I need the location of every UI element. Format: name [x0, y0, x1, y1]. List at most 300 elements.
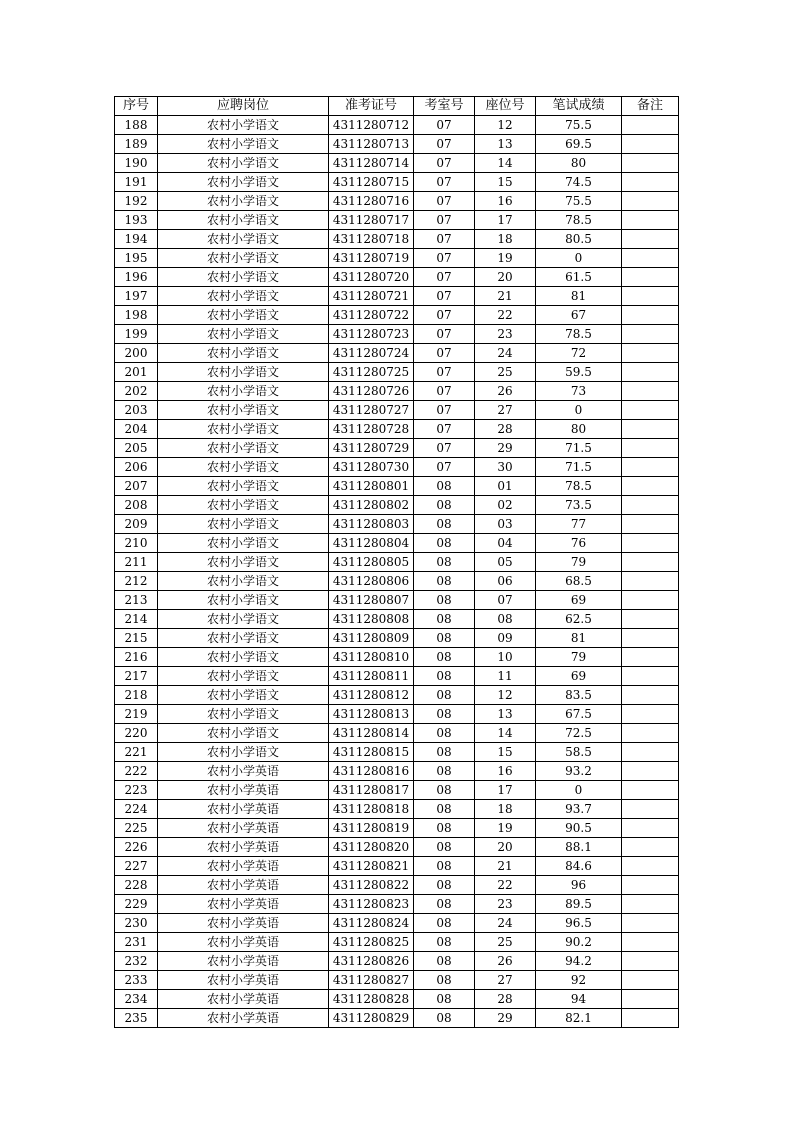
cell-room-number: 07	[414, 268, 475, 287]
cell-room-number: 08	[414, 1009, 475, 1028]
cell-ticket-number: 4311280719	[329, 249, 414, 268]
cell-room-number: 07	[414, 306, 475, 325]
cell-ticket-number: 4311280730	[329, 458, 414, 477]
cell-written-score: 78.5	[536, 325, 622, 344]
table-row	[115, 496, 679, 515]
cell-ticket-number: 4311280807	[329, 591, 414, 610]
cell-seat-number: 15	[475, 173, 536, 192]
cell-seq: 230	[115, 914, 158, 933]
cell-room-number: 08	[414, 743, 475, 762]
table-row	[115, 192, 679, 211]
table-row	[115, 439, 679, 458]
cell-position: 农村小学语文	[158, 173, 329, 192]
cell-seq: 231	[115, 933, 158, 952]
cell-ticket-number: 4311280803	[329, 515, 414, 534]
cell-position: 农村小学语文	[158, 287, 329, 306]
cell-written-score: 78.5	[536, 477, 622, 496]
cell-written-score: 80.5	[536, 230, 622, 249]
cell-seq: 223	[115, 781, 158, 800]
cell-seat-number: 24	[475, 914, 536, 933]
cell-remarks	[622, 401, 679, 420]
table-row	[115, 990, 679, 1009]
cell-remarks	[622, 154, 679, 173]
cell-remarks	[622, 382, 679, 401]
cell-position: 农村小学英语	[158, 876, 329, 895]
cell-ticket-number: 4311280804	[329, 534, 414, 553]
cell-remarks	[622, 477, 679, 496]
cell-room-number: 07	[414, 439, 475, 458]
cell-position: 农村小学语文	[158, 439, 329, 458]
cell-seat-number: 27	[475, 971, 536, 990]
table-row	[115, 363, 679, 382]
cell-room-number: 07	[414, 325, 475, 344]
cell-ticket-number: 4311280724	[329, 344, 414, 363]
cell-ticket-number: 4311280817	[329, 781, 414, 800]
table-row	[115, 724, 679, 743]
table-row	[115, 667, 679, 686]
table-row	[115, 572, 679, 591]
cell-ticket-number: 4311280820	[329, 838, 414, 857]
cell-seat-number: 13	[475, 705, 536, 724]
table-row	[115, 762, 679, 781]
cell-room-number: 08	[414, 591, 475, 610]
cell-written-score: 83.5	[536, 686, 622, 705]
cell-seat-number: 15	[475, 743, 536, 762]
cell-ticket-number: 4311280721	[329, 287, 414, 306]
cell-remarks	[622, 249, 679, 268]
table-row	[115, 876, 679, 895]
cell-ticket-number: 4311280823	[329, 895, 414, 914]
cell-position: 农村小学语文	[158, 629, 329, 648]
table-body	[115, 116, 679, 1028]
cell-seq: 227	[115, 857, 158, 876]
cell-ticket-number: 4311280822	[329, 876, 414, 895]
cell-room-number: 08	[414, 534, 475, 553]
cell-remarks	[622, 344, 679, 363]
cell-ticket-number: 4311280728	[329, 420, 414, 439]
table-row	[115, 553, 679, 572]
table-row	[115, 800, 679, 819]
cell-seq: 210	[115, 534, 158, 553]
cell-room-number: 08	[414, 515, 475, 534]
cell-ticket-number: 4311280827	[329, 971, 414, 990]
cell-seat-number: 17	[475, 781, 536, 800]
table-row	[115, 382, 679, 401]
cell-position: 农村小学英语	[158, 933, 329, 952]
cell-position: 农村小学英语	[158, 952, 329, 971]
cell-seq: 201	[115, 363, 158, 382]
table-row	[115, 306, 679, 325]
cell-room-number: 08	[414, 553, 475, 572]
cell-seat-number: 07	[475, 591, 536, 610]
cell-seq: 220	[115, 724, 158, 743]
table-row	[115, 952, 679, 971]
cell-seat-number: 23	[475, 895, 536, 914]
cell-ticket-number: 4311280716	[329, 192, 414, 211]
cell-position: 农村小学语文	[158, 382, 329, 401]
cell-written-score: 88.1	[536, 838, 622, 857]
table-row	[115, 914, 679, 933]
cell-room-number: 07	[414, 344, 475, 363]
cell-room-number: 08	[414, 781, 475, 800]
cell-written-score: 96.5	[536, 914, 622, 933]
cell-seat-number: 22	[475, 306, 536, 325]
cell-room-number: 08	[414, 477, 475, 496]
cell-seq: 206	[115, 458, 158, 477]
cell-remarks	[622, 116, 679, 135]
cell-seat-number: 25	[475, 363, 536, 382]
cell-position: 农村小学语文	[158, 325, 329, 344]
cell-written-score: 96	[536, 876, 622, 895]
cell-seat-number: 28	[475, 420, 536, 439]
cell-written-score: 61.5	[536, 268, 622, 287]
cell-position: 农村小学语文	[158, 667, 329, 686]
table-header-row	[115, 97, 679, 116]
cell-remarks	[622, 952, 679, 971]
cell-seq: 209	[115, 515, 158, 534]
cell-position: 农村小学语文	[158, 648, 329, 667]
cell-written-score: 90.5	[536, 819, 622, 838]
header-written-score: 笔试成绩	[536, 97, 622, 116]
cell-remarks	[622, 781, 679, 800]
table-row	[115, 173, 679, 192]
cell-room-number: 08	[414, 648, 475, 667]
cell-ticket-number: 4311280808	[329, 610, 414, 629]
table-row	[115, 249, 679, 268]
cell-written-score: 80	[536, 154, 622, 173]
cell-room-number: 07	[414, 363, 475, 382]
cell-room-number: 07	[414, 116, 475, 135]
header-position: 应聘岗位	[158, 97, 329, 116]
cell-position: 农村小学英语	[158, 762, 329, 781]
cell-written-score: 81	[536, 629, 622, 648]
cell-seat-number: 26	[475, 382, 536, 401]
cell-written-score: 69	[536, 667, 622, 686]
cell-position: 农村小学语文	[158, 420, 329, 439]
cell-remarks	[622, 914, 679, 933]
cell-remarks	[622, 420, 679, 439]
cell-seat-number: 14	[475, 154, 536, 173]
cell-seat-number: 28	[475, 990, 536, 1009]
cell-seq: 200	[115, 344, 158, 363]
table-row	[115, 420, 679, 439]
cell-seq: 204	[115, 420, 158, 439]
cell-seat-number: 21	[475, 287, 536, 306]
cell-ticket-number: 4311280806	[329, 572, 414, 591]
cell-seq: 216	[115, 648, 158, 667]
cell-ticket-number: 4311280714	[329, 154, 414, 173]
cell-written-score: 93.7	[536, 800, 622, 819]
cell-position: 农村小学语文	[158, 116, 329, 135]
cell-position: 农村小学英语	[158, 838, 329, 857]
cell-room-number: 07	[414, 287, 475, 306]
cell-written-score: 81	[536, 287, 622, 306]
cell-remarks	[622, 819, 679, 838]
cell-ticket-number: 4311280722	[329, 306, 414, 325]
cell-room-number: 08	[414, 914, 475, 933]
cell-seat-number: 19	[475, 249, 536, 268]
cell-room-number: 08	[414, 610, 475, 629]
cell-position: 农村小学英语	[158, 819, 329, 838]
cell-room-number: 07	[414, 249, 475, 268]
cell-ticket-number: 4311280816	[329, 762, 414, 781]
cell-seq: 197	[115, 287, 158, 306]
cell-remarks	[622, 800, 679, 819]
cell-ticket-number: 4311280712	[329, 116, 414, 135]
cell-remarks	[622, 439, 679, 458]
table-row	[115, 211, 679, 230]
cell-seat-number: 27	[475, 401, 536, 420]
cell-seq: 224	[115, 800, 158, 819]
cell-written-score: 94.2	[536, 952, 622, 971]
cell-written-score: 77	[536, 515, 622, 534]
cell-seq: 217	[115, 667, 158, 686]
cell-seq: 214	[115, 610, 158, 629]
cell-room-number: 07	[414, 173, 475, 192]
cell-room-number: 08	[414, 819, 475, 838]
table-row	[115, 686, 679, 705]
cell-ticket-number: 4311280813	[329, 705, 414, 724]
cell-written-score: 75.5	[536, 192, 622, 211]
cell-seq: 189	[115, 135, 158, 154]
cell-position: 农村小学英语	[158, 914, 329, 933]
cell-position: 农村小学语文	[158, 743, 329, 762]
cell-seat-number: 25	[475, 933, 536, 952]
cell-seq: 229	[115, 895, 158, 914]
cell-seq: 192	[115, 192, 158, 211]
cell-written-score: 72	[536, 344, 622, 363]
cell-position: 农村小学语文	[158, 401, 329, 420]
table-row	[115, 819, 679, 838]
cell-written-score: 69.5	[536, 135, 622, 154]
cell-ticket-number: 4311280809	[329, 629, 414, 648]
cell-seq: 211	[115, 553, 158, 572]
table-row	[115, 971, 679, 990]
table-row	[115, 477, 679, 496]
cell-ticket-number: 4311280812	[329, 686, 414, 705]
cell-position: 农村小学语文	[158, 268, 329, 287]
table-row	[115, 629, 679, 648]
cell-seat-number: 11	[475, 667, 536, 686]
cell-remarks	[622, 496, 679, 515]
cell-seat-number: 30	[475, 458, 536, 477]
table-row	[115, 933, 679, 952]
cell-seq: 208	[115, 496, 158, 515]
cell-seq: 234	[115, 990, 158, 1009]
header-remarks: 备注	[622, 97, 679, 116]
cell-remarks	[622, 1009, 679, 1028]
cell-remarks	[622, 838, 679, 857]
cell-seat-number: 09	[475, 629, 536, 648]
cell-seat-number: 08	[475, 610, 536, 629]
cell-position: 农村小学语文	[158, 135, 329, 154]
cell-remarks	[622, 876, 679, 895]
cell-ticket-number: 4311280811	[329, 667, 414, 686]
table-row	[115, 705, 679, 724]
cell-room-number: 08	[414, 629, 475, 648]
cell-remarks	[622, 325, 679, 344]
cell-ticket-number: 4311280819	[329, 819, 414, 838]
cell-ticket-number: 4311280715	[329, 173, 414, 192]
cell-seat-number: 01	[475, 477, 536, 496]
cell-room-number: 07	[414, 401, 475, 420]
cell-seat-number: 20	[475, 838, 536, 857]
cell-room-number: 08	[414, 572, 475, 591]
cell-position: 农村小学语文	[158, 572, 329, 591]
cell-ticket-number: 4311280824	[329, 914, 414, 933]
cell-seq: 213	[115, 591, 158, 610]
cell-remarks	[622, 895, 679, 914]
cell-position: 农村小学语文	[158, 306, 329, 325]
cell-room-number: 08	[414, 800, 475, 819]
table-row	[115, 610, 679, 629]
cell-seq: 193	[115, 211, 158, 230]
cell-seat-number: 21	[475, 857, 536, 876]
table-row	[115, 116, 679, 135]
cell-room-number: 07	[414, 154, 475, 173]
cell-position: 农村小学英语	[158, 800, 329, 819]
cell-seat-number: 29	[475, 439, 536, 458]
cell-room-number: 08	[414, 952, 475, 971]
cell-ticket-number: 4311280717	[329, 211, 414, 230]
cell-room-number: 08	[414, 762, 475, 781]
cell-remarks	[622, 135, 679, 154]
cell-position: 农村小学英语	[158, 971, 329, 990]
cell-position: 农村小学英语	[158, 781, 329, 800]
table-row	[115, 781, 679, 800]
cell-seq: 207	[115, 477, 158, 496]
cell-position: 农村小学语文	[158, 154, 329, 173]
cell-remarks	[622, 857, 679, 876]
cell-remarks	[622, 211, 679, 230]
cell-position: 农村小学语文	[158, 477, 329, 496]
table-row	[115, 344, 679, 363]
cell-room-number: 08	[414, 990, 475, 1009]
cell-seq: 212	[115, 572, 158, 591]
cell-position: 农村小学语文	[158, 192, 329, 211]
table-row	[115, 895, 679, 914]
cell-remarks	[622, 287, 679, 306]
cell-ticket-number: 4311280805	[329, 553, 414, 572]
cell-position: 农村小学语文	[158, 249, 329, 268]
cell-room-number: 07	[414, 458, 475, 477]
cell-position: 农村小学语文	[158, 686, 329, 705]
cell-ticket-number: 4311280727	[329, 401, 414, 420]
table-row	[115, 268, 679, 287]
cell-ticket-number: 4311280725	[329, 363, 414, 382]
table-row	[115, 458, 679, 477]
cell-seat-number: 19	[475, 819, 536, 838]
cell-written-score: 90.2	[536, 933, 622, 952]
cell-remarks	[622, 572, 679, 591]
header-room-number: 考室号	[414, 97, 475, 116]
cell-written-score: 67	[536, 306, 622, 325]
cell-remarks	[622, 667, 679, 686]
cell-written-score: 0	[536, 249, 622, 268]
table-row	[115, 287, 679, 306]
cell-seat-number: 23	[475, 325, 536, 344]
cell-seat-number: 05	[475, 553, 536, 572]
table-row	[115, 857, 679, 876]
cell-written-score: 78.5	[536, 211, 622, 230]
cell-seat-number: 18	[475, 230, 536, 249]
cell-seq: 203	[115, 401, 158, 420]
table-row	[115, 135, 679, 154]
cell-remarks	[622, 724, 679, 743]
cell-ticket-number: 4311280829	[329, 1009, 414, 1028]
cell-written-score: 76	[536, 534, 622, 553]
cell-ticket-number: 4311280726	[329, 382, 414, 401]
cell-seq: 190	[115, 154, 158, 173]
cell-written-score: 92	[536, 971, 622, 990]
cell-written-score: 82.1	[536, 1009, 622, 1028]
cell-written-score: 73.5	[536, 496, 622, 515]
cell-position: 农村小学英语	[158, 857, 329, 876]
cell-position: 农村小学语文	[158, 553, 329, 572]
header-seq: 序号	[115, 97, 158, 116]
cell-seq: 196	[115, 268, 158, 287]
cell-position: 农村小学语文	[158, 363, 329, 382]
cell-written-score: 69	[536, 591, 622, 610]
table-row	[115, 154, 679, 173]
table-row	[115, 534, 679, 553]
cell-written-score: 94	[536, 990, 622, 1009]
cell-ticket-number: 4311280814	[329, 724, 414, 743]
cell-seq: 194	[115, 230, 158, 249]
cell-remarks	[622, 971, 679, 990]
table-row	[115, 838, 679, 857]
cell-position: 农村小学语文	[158, 211, 329, 230]
cell-seq: 188	[115, 116, 158, 135]
cell-remarks	[622, 705, 679, 724]
cell-written-score: 59.5	[536, 363, 622, 382]
cell-ticket-number: 4311280801	[329, 477, 414, 496]
cell-seat-number: 06	[475, 572, 536, 591]
table-row	[115, 401, 679, 420]
cell-ticket-number: 4311280718	[329, 230, 414, 249]
cell-room-number: 07	[414, 230, 475, 249]
table-row	[115, 515, 679, 534]
cell-written-score: 71.5	[536, 458, 622, 477]
cell-written-score: 67.5	[536, 705, 622, 724]
cell-seq: 191	[115, 173, 158, 192]
cell-remarks	[622, 230, 679, 249]
cell-seat-number: 12	[475, 116, 536, 135]
cell-room-number: 08	[414, 971, 475, 990]
table-row	[115, 591, 679, 610]
cell-remarks	[622, 629, 679, 648]
cell-ticket-number: 4311280825	[329, 933, 414, 952]
cell-room-number: 07	[414, 420, 475, 439]
cell-seat-number: 20	[475, 268, 536, 287]
cell-seat-number: 14	[475, 724, 536, 743]
cell-seq: 232	[115, 952, 158, 971]
cell-written-score: 0	[536, 781, 622, 800]
cell-remarks	[622, 534, 679, 553]
cell-ticket-number: 4311280828	[329, 990, 414, 1009]
cell-seat-number: 29	[475, 1009, 536, 1028]
cell-remarks	[622, 610, 679, 629]
cell-remarks	[622, 515, 679, 534]
cell-seq: 226	[115, 838, 158, 857]
cell-seat-number: 17	[475, 211, 536, 230]
cell-seat-number: 24	[475, 344, 536, 363]
cell-written-score: 74.5	[536, 173, 622, 192]
cell-position: 农村小学语文	[158, 458, 329, 477]
cell-room-number: 08	[414, 496, 475, 515]
cell-written-score: 80	[536, 420, 622, 439]
cell-seq: 202	[115, 382, 158, 401]
